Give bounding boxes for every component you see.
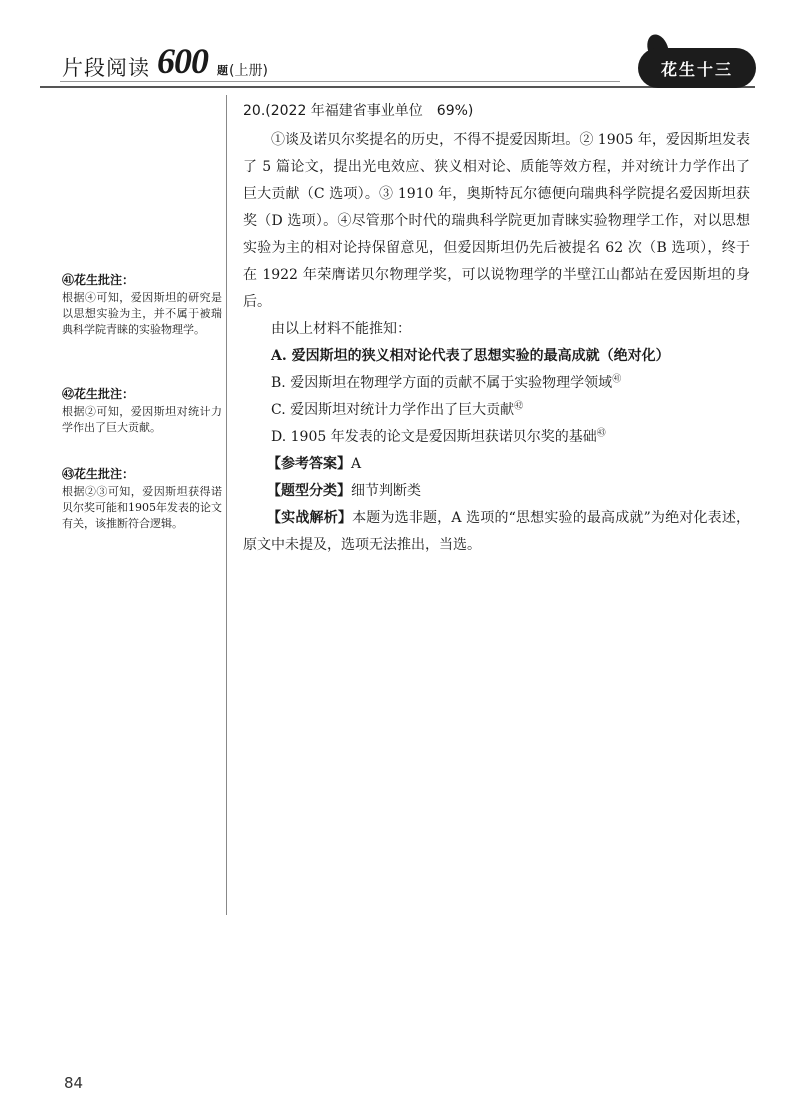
- sidebar-note-42: [62, 386, 222, 436]
- question-heading: 20.(2022 年福建省事业单位 69%): [243, 103, 474, 119]
- category-label: 【题型分类】: [267, 483, 351, 499]
- book-ti: 题: [217, 64, 228, 77]
- answer-line: [243, 451, 750, 478]
- note-title: ㊷花生批注：: [62, 387, 135, 401]
- option-d: [243, 424, 750, 451]
- analysis-label: 【实战解析】: [267, 510, 353, 526]
- option-a: A. 爱因斯坦的狭义相对论代表了思想实验的最高成就（绝对化）: [271, 348, 670, 364]
- option-c-text: C. 爱因斯坦对统计力学作出了巨大贡献: [271, 402, 515, 418]
- note-title: ㊸花生批注：: [62, 467, 135, 481]
- note-text: 根据④可知，爱因斯坦的研究是以思想实验为主，并不属于被瑞典科学院青睐的实验物理学。: [62, 291, 222, 336]
- note-text: 根据②可知，爱因斯坦对统计力学作出了巨大贡献。: [62, 405, 222, 434]
- option-b: [243, 370, 750, 397]
- book-volume: (上册): [229, 63, 268, 79]
- note-text: 根据②③可知，爱因斯坦获得诺贝尔奖可能和1905年发表的论文有关，该推断符合逻辑。: [62, 485, 222, 530]
- passage: ①谈及诺贝尔奖提名的历史，不得不提爱因斯坦。② 1905 年，爱因斯坦发表了 5 篇论文，提出光电效应、狭义相对论、质能等效方程，并对统计力学作出了巨大贡献（C 选项）。③ 1910 年，奥斯特瓦尔德便向瑞典科学院提名爱因斯坦获奖（D 选项）。④尽管那个时代的瑞典科学院更加青睐实验物理学工作，对以思想实验为主的相对论持保留意见，但爱因斯坦仍先后被提名 62 次（B 选项），终于在 1922 年荣膺诺贝尔物理学奖，可以说物理学的半壁江山都站在爱因斯坦的身后。: [243, 132, 750, 310]
- book-number: 600: [157, 41, 208, 81]
- book-title: 片段阅读: [62, 56, 150, 80]
- note-ref-42: ㊷: [514, 401, 524, 412]
- page-number: 84: [64, 1074, 84, 1092]
- page-header: [0, 0, 800, 100]
- question-block: [243, 98, 750, 559]
- option-c: [243, 397, 750, 424]
- sidebar-note-43: [62, 466, 222, 532]
- note-ref-43: ㊸: [596, 428, 606, 439]
- analysis-text: 本题为选非题，A 选项的“思想实验的最高成就”为绝对化表述，原文中未提及，选项无法推出，当选。: [243, 510, 751, 553]
- note-title: ㊶花生批注：: [62, 273, 135, 287]
- option-b-text: B. 爱因斯坦在物理学方面的贡献不属于实验物理学领域: [271, 375, 613, 391]
- margin-divider: [226, 95, 227, 915]
- note-ref-41: ㊶: [612, 374, 622, 385]
- sidebar-note-41: [62, 272, 222, 338]
- header-thin-rule: [60, 81, 620, 82]
- answer-label: 【参考答案】: [267, 456, 351, 472]
- category-line: [243, 478, 750, 505]
- brand-logo: 花生十三: [638, 48, 756, 88]
- question-prompt: 由以上材料不能推知：: [271, 321, 411, 337]
- category-value: 细节判断类: [351, 483, 421, 499]
- option-d-text: D. 1905 年发表的论文是爱因斯坦获诺贝尔奖的基础: [271, 429, 597, 445]
- header-rule: [40, 86, 755, 88]
- answer-value: A: [351, 456, 362, 472]
- analysis-line: [243, 505, 750, 559]
